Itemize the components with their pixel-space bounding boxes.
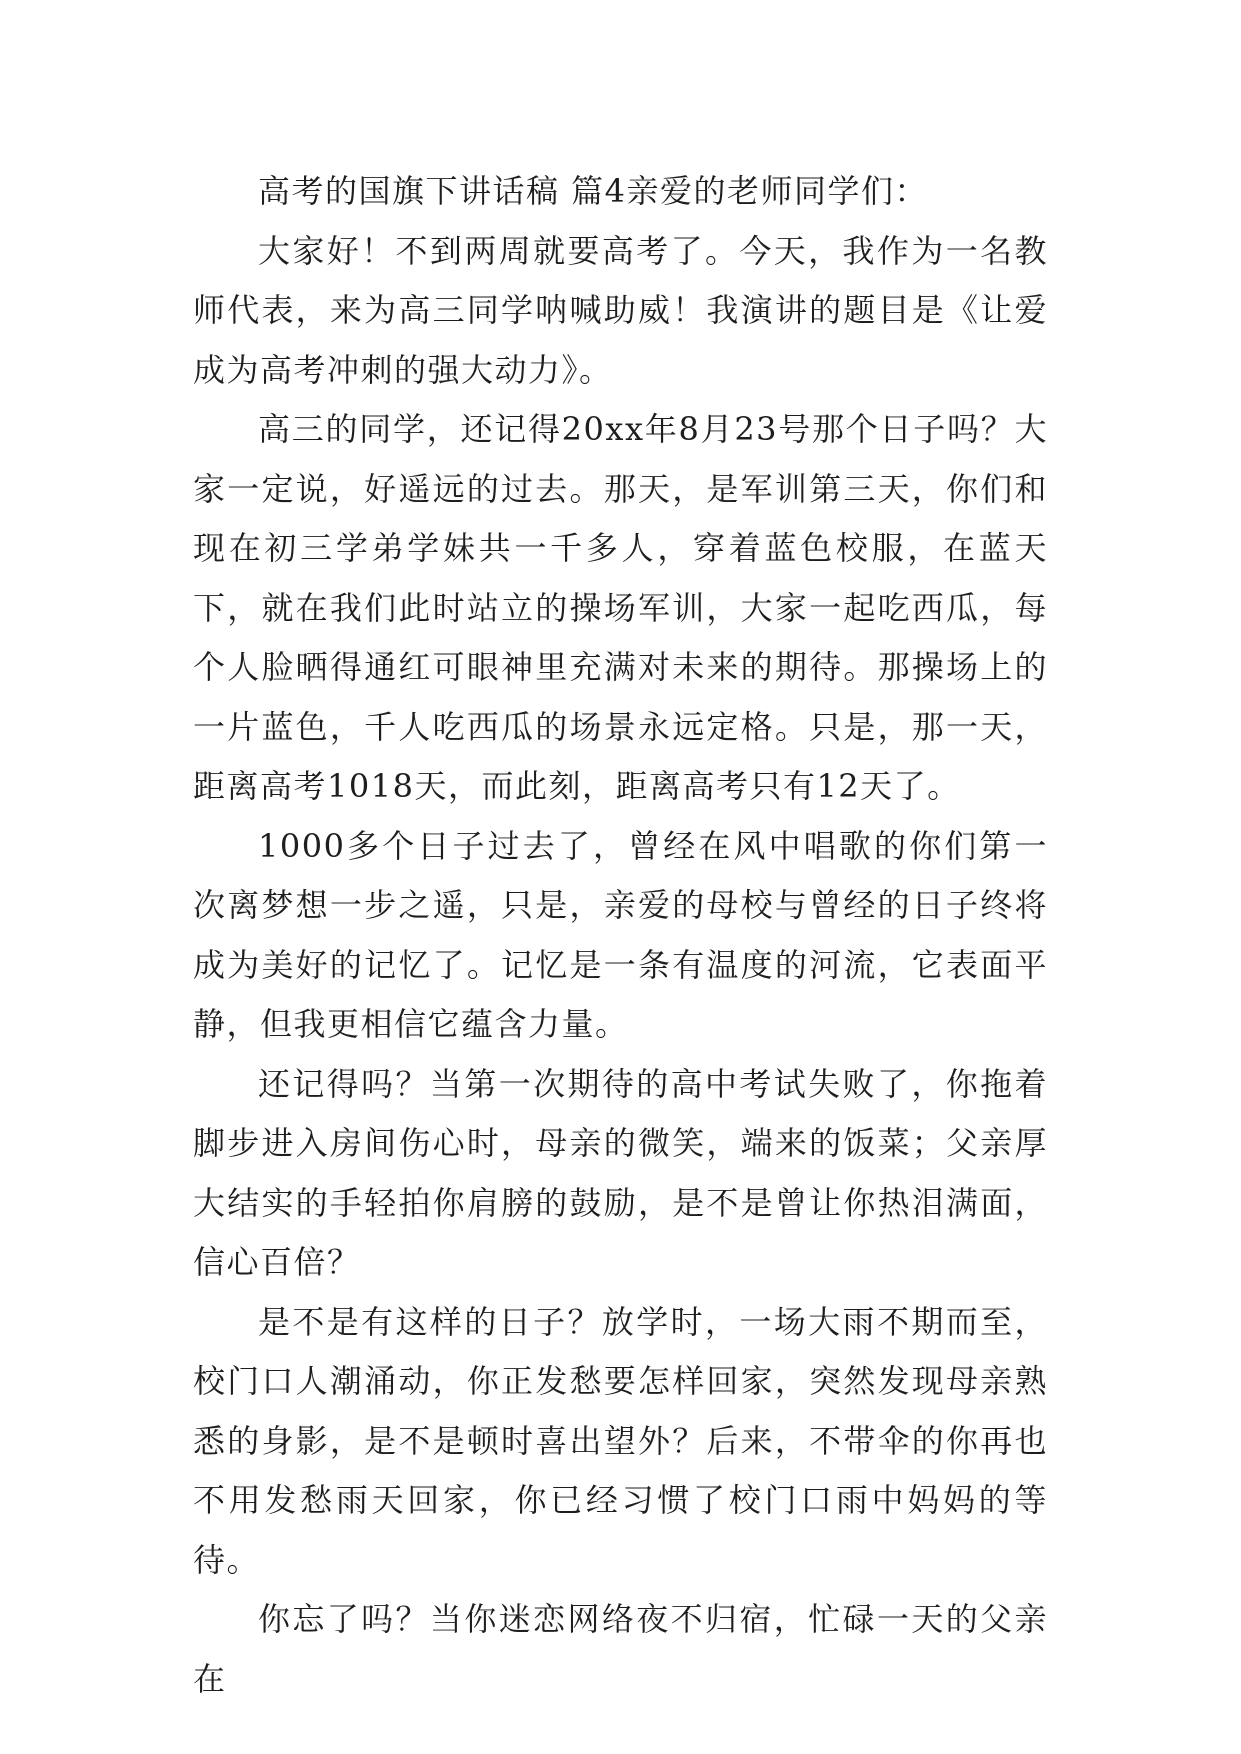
paragraph-4: 还记得吗？当第一次期待的高中考试失败了，你拖着脚步进入房间伤心时，母亲的微笑，端来的饭菜；父亲厚大结实的手轻拍你肩膀的鼓励，是不是曾让你热泪满面，信心百倍？ — [193, 1064, 1048, 1281]
paragraph-2: 高三的同学，还记得20xx年8月23号那个日子吗？大家一定说，好遥远的过去。那天，是军训第三天，你们和现在初三学弟学妹共一千多人，穿着蓝色校服，在蓝天下，就在我们此时站立的操场军训，大家一起吃西瓜，每个人脸晒得通红可眼神里充满对未来的期待。那操场上的一片蓝色，千人吃西瓜的场景永远定格。只是，那一天，距离高考1018天，而此刻，距离高考只有12天了。 — [193, 410, 1048, 805]
paragraph-1: 大家好！不到两周就要高考了。今天，我作为一名教师代表，来为高三同学呐喊助威！我演讲的题目是《让爱成为高考冲刺的强大动力》。 — [193, 231, 1048, 389]
document-body — [193, 162, 1048, 1709]
paragraph-3: 1000多个日子过去了，曾经在风中唱歌的你们第一次离梦想一步之遥，只是，亲爱的母校与曾经的日子终将成为美好的记忆了。记忆是一条有温度的河流，它表面平静，但我更相信它蕴含力量。 — [193, 826, 1048, 1043]
paragraph-5: 是不是有这样的日子？放学时，一场大雨不期而至，校门口人潮涌动，你正发愁要怎样回家，突然发现母亲熟悉的身影，是不是顿时喜出望外？后来，不带伞的你再也不用发愁雨天回家，你已经习惯了校门口雨中妈妈的等待。 — [193, 1302, 1048, 1579]
paragraph-6: 你忘了吗？当你迷恋网络夜不归宿，忙碌一天的父亲在 — [193, 1600, 1048, 1698]
heading-line: 高考的国旗下讲话稿 篇4亲爱的老师同学们： — [258, 172, 929, 210]
